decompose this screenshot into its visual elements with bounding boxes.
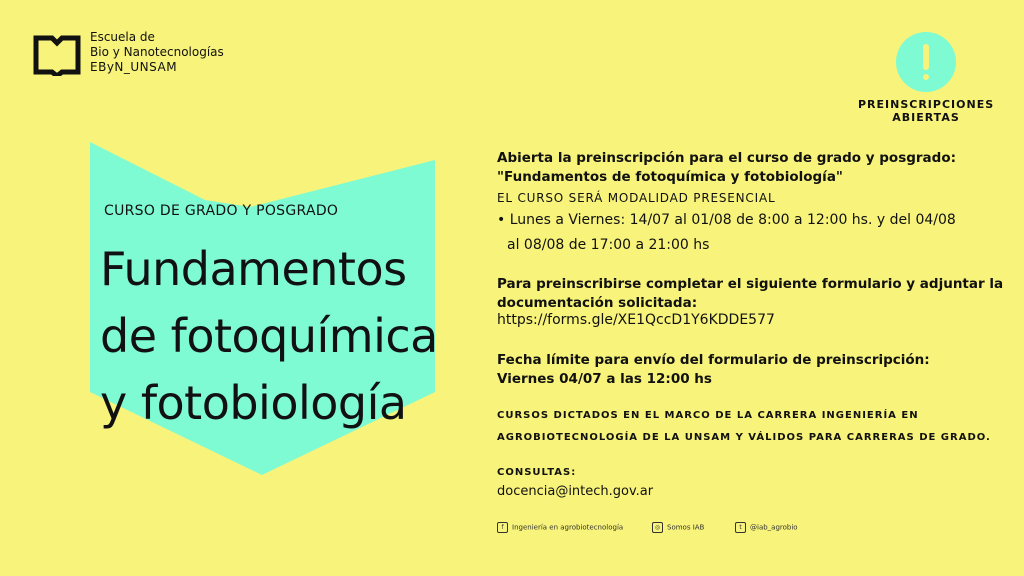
form-instructions bbox=[497, 275, 1003, 313]
instagram-label: Somos IAB bbox=[667, 523, 705, 532]
twitter-icon: t bbox=[735, 522, 746, 533]
registration-badge bbox=[858, 32, 994, 124]
intro-line1: Abierta la preinscripción para el curso de grado y posgrado: bbox=[497, 150, 957, 166]
course-kicker: CURSO DE GRADO Y POSGRADO bbox=[104, 203, 339, 219]
school-name-line1: Escuela de bbox=[90, 30, 155, 44]
badge-label-line2: ABIERTAS bbox=[892, 111, 960, 124]
course-title-line2: de fotoquímica bbox=[100, 309, 438, 363]
contact-email[interactable]: docencia@intech.gov.ar bbox=[497, 484, 654, 499]
note-line1: CURSOS DICTADOS EN EL MARCO DE LA CARRERA INGENIERÍA EN bbox=[497, 410, 919, 421]
contact-label: CONSULTAS: bbox=[497, 467, 577, 478]
school-logo bbox=[32, 30, 262, 80]
deadline-text bbox=[497, 351, 930, 389]
twitter-link[interactable] bbox=[735, 522, 798, 533]
course-title bbox=[100, 236, 438, 437]
schedule-line2: al 08/08 de 17:00 a 21:00 hs bbox=[507, 237, 710, 253]
form-line1: Para preinscribirse completar el siguiente formulario y adjuntar la bbox=[497, 276, 1004, 292]
deadline-line1: Fecha límite para envío del formulario de preinscripción: bbox=[497, 352, 930, 368]
schedule-line1: • Lunes a Viernes: 14/07 al 01/08 de 8:00 a 12:00 hs. y del 04/08 bbox=[497, 212, 956, 228]
badge-label-line1: PREINSCRIPCIONES bbox=[858, 98, 995, 111]
deadline-line2: Viernes 04/07 a las 12:00 hs bbox=[497, 371, 712, 387]
school-acronym: EByN_UNSAM bbox=[90, 60, 178, 74]
school-name bbox=[90, 30, 224, 75]
course-title-line1: Fundamentos bbox=[100, 242, 407, 296]
schedule-text bbox=[497, 208, 956, 258]
school-name-line2: Bio y Nanotecnologías bbox=[90, 45, 224, 59]
facebook-link[interactable] bbox=[497, 522, 623, 533]
badge-label bbox=[858, 98, 994, 124]
course-title-line3: y fotobiología bbox=[100, 376, 407, 430]
twitter-label: @iab_agrobio bbox=[750, 523, 798, 532]
instagram-link[interactable] bbox=[652, 522, 704, 533]
modality-text: EL CURSO SERÁ MODALIDAD PRESENCIAL bbox=[497, 191, 776, 205]
open-book-icon bbox=[32, 32, 82, 76]
exclamation-icon bbox=[896, 32, 956, 92]
course-note bbox=[497, 405, 991, 449]
form-link[interactable]: https://forms.gle/XE1QccD1Y6KDDE577 bbox=[497, 312, 775, 328]
intro-text bbox=[497, 149, 956, 187]
instagram-icon: ◎ bbox=[652, 522, 663, 533]
form-line2: documentación solicitada: bbox=[497, 295, 698, 311]
note-line2: AGROBIOTECNOLOGÍA DE LA UNSAM Y VÁLIDOS PARA CARRERAS DE GRADO. bbox=[497, 432, 991, 443]
facebook-label: Ingeniería en agrobiotecnología bbox=[512, 523, 624, 532]
intro-line2: "Fundamentos de fotoquímica y fotobiología" bbox=[497, 169, 843, 185]
facebook-icon: f bbox=[497, 522, 508, 533]
